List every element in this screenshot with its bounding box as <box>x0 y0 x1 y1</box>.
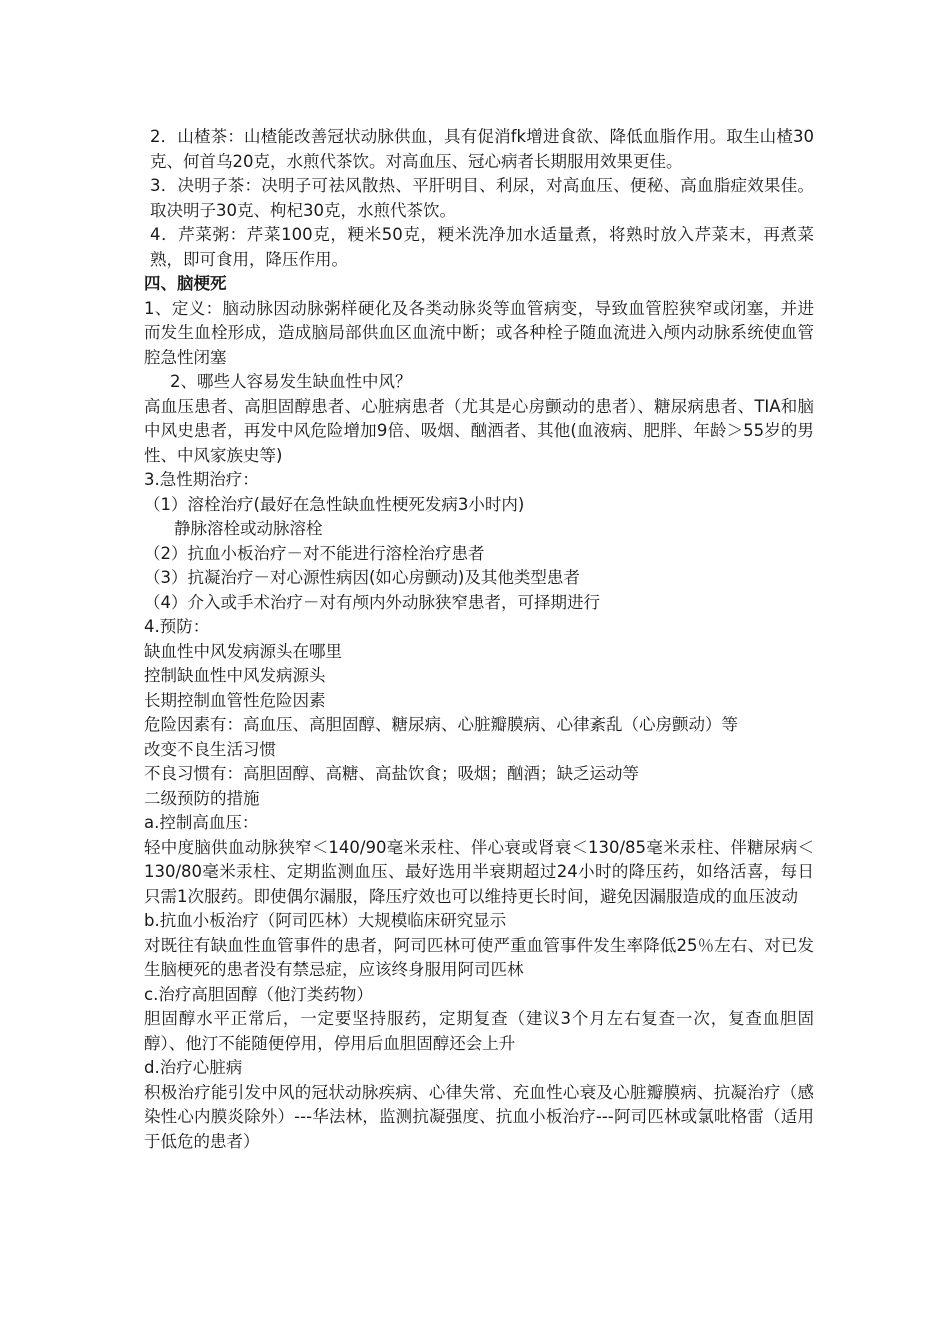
paragraph: 不良习惯有：高胆固醇、高糖、高盐饮食；吸烟；酗酒；缺乏运动等 <box>144 764 639 783</box>
paragraph: 2、哪些人容易发生缺血性中风？ <box>170 372 412 391</box>
paragraph: 静脉溶栓或动脉溶栓 <box>174 519 323 538</box>
paragraph: 2．山楂茶：山楂能改善冠状动脉供血，具有促消fk增进食欲、降低血脂作用。取生山楂30克、何首乌20克，水煎代茶饮。对高血压、冠心病者长期服用效果更佳。 <box>150 127 814 171</box>
paragraph: 1、定义：脑动脉因动脉粥样硬化及各类动脉炎等血管病变，导致血管腔狭窄或闭塞，并进而发生血栓形成，造成脑局部供血区血流中断；或各种栓子随血流进入颅内动脉系统使血管腔急性闭塞 <box>144 298 814 367</box>
paragraph: （1）溶栓治疗(最好在急性缺血性梗死发病3小时内) <box>144 494 525 514</box>
paragraph: 二级预防的措施 <box>144 788 260 808</box>
paragraph: 胆固醇水平正常后，一定要坚持服药，定期复查（建议3个月左右复查一次，复查血胆固醇）、他汀不能随便停用，停用后血胆固醇还会上升 <box>144 1009 814 1053</box>
paragraph: 对既往有缺血性血管事件的患者，阿司匹林可使严重血管事件发生率降低25％左右、对已发生脑梗死的患者没有禁忌症，应该终身服用阿司匹林 <box>144 935 814 979</box>
document-body <box>144 125 814 1154</box>
paragraph: 缺血性中风发病源头在哪里 <box>144 641 342 661</box>
paragraph: 改变不良生活习惯 <box>144 739 276 759</box>
paragraph: 长期控制血管性危险因素 <box>144 690 326 710</box>
paragraph: 积极治疗能引发中风的冠状动脉疾病、心律失常、充血性心衰及心脏瓣膜病、抗凝治疗（感染性心内膜炎除外）---华法林，监测抗凝强度、抗血小板治疗---阿司匹林或氯吡格雷（适用于低危的患者） <box>144 1082 814 1151</box>
paragraph: c.治疗高胆固醇（他汀类药物） <box>144 984 373 1004</box>
paragraph: 高血压患者、高胆固醇患者、心脏病患者（尤其是心房颤动的患者）、糖尿病患者、TIA和脑中风史患者，再发中风危险增加9倍、吸烟、酗酒者、其他(血液病、肥胖、年龄＞55岁的男性、中风家族史等) <box>144 396 814 465</box>
paragraph: （3）抗凝治疗－对心源性病因(如心房颤动)及其他类型患者 <box>144 568 580 587</box>
paragraph: 危险因素有：高血压、高胆固醇、糖尿病、心脏瓣膜病、心律紊乱（心房颤动）等 <box>144 715 738 734</box>
paragraph: （2）抗血小板治疗－对不能进行溶栓治疗患者 <box>144 543 485 563</box>
paragraph: 3．决明子茶：决明子可祛风散热、平肝明目、利尿，对高血压、便秘、高血脂症效果佳。取决明子30克、枸杞30克，水煎代茶饮。 <box>150 176 814 220</box>
paragraph: 3.急性期治疗： <box>144 470 259 489</box>
paragraph: b.抗血小板治疗（阿司匹林）大规模临床研究显示 <box>144 911 507 930</box>
paragraph: a.控制高血压： <box>144 813 259 832</box>
paragraph: （4）介入或手术治疗－对有颅内外动脉狭窄患者，可择期进行 <box>144 592 600 612</box>
section-heading: 四、脑梗死 <box>144 274 227 293</box>
paragraph: 控制缺血性中风发病源头 <box>144 666 326 685</box>
paragraph: 4.预防： <box>144 617 210 636</box>
paragraph: 轻中度脑供血动脉狭窄＜140/90毫米汞柱、伴心衰或肾衰＜130/85毫米汞柱、伴糖尿病＜130/80毫米汞柱、定期监测血压、最好选用半衰期超过24小时的降压药，如络活喜，每日只需1次服药。即使偶尔漏服，降压疗效也可以维持更长时间，避免因漏服造成的血压波动 <box>144 837 814 906</box>
paragraph: d.治疗心脏病 <box>144 1058 243 1077</box>
paragraph: 4．芹菜粥：芹菜100克，粳米50克，粳米洗净加水适量煮，将熟时放入芹菜末，再煮菜熟，即可食用，降压作用。 <box>150 225 814 269</box>
